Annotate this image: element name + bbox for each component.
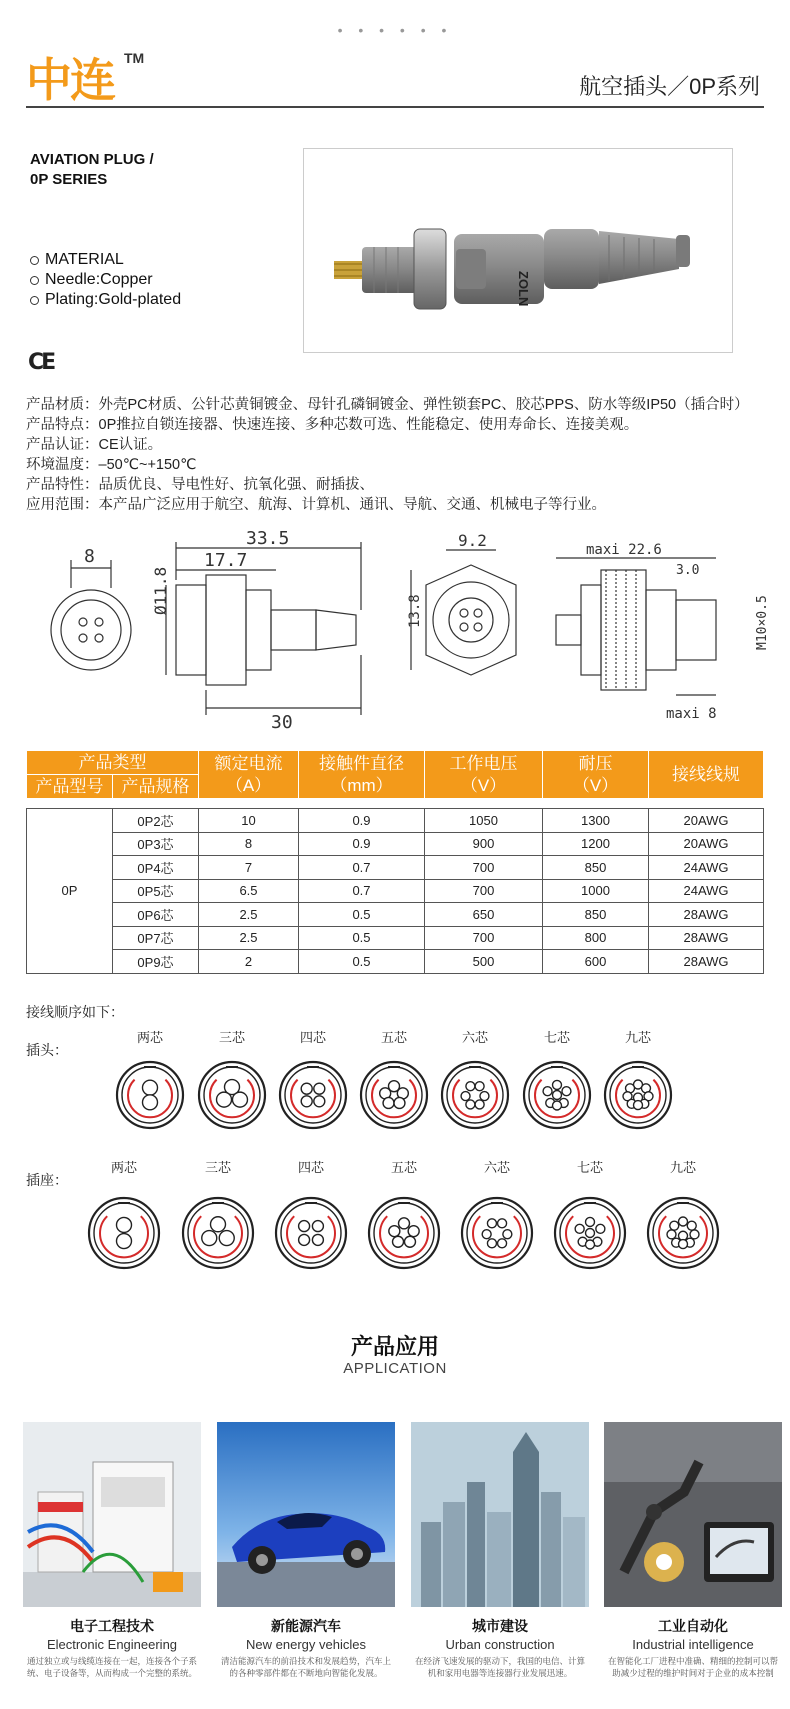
app-card-desc: 通过独立或与线缆连接在一起，连接各个子系统、电子设备等，从而构成一个完整的系统。: [26, 1656, 197, 1678]
table-row: [27, 856, 764, 880]
app-card-title: 电子工程技术: [70, 1618, 154, 1634]
pin-hole: [404, 1236, 415, 1247]
spec-line: 产品特点：0P推拉自锁连接器、快速连接、多种芯数可选、性能稳定、使用寿命长、连接美观。: [26, 417, 639, 433]
table-row: [27, 950, 764, 974]
app-card-title: 工业自动化: [658, 1618, 728, 1634]
bullet-icon: [30, 256, 39, 265]
brand-logo: 中连: [26, 54, 114, 106]
cell-current: 8: [199, 832, 299, 856]
top-dots: • • • • • •: [337, 22, 453, 38]
pin-hole: [143, 1080, 158, 1095]
cell-contact: 0.5: [299, 950, 425, 974]
app-card-electronic: [23, 1422, 201, 1679]
cell-voltage: 700: [425, 856, 543, 880]
pinout-3: [199, 1030, 265, 1128]
cell-wire: 28AWG: [649, 903, 764, 927]
cell-withstand: 1000: [543, 879, 649, 903]
pinout-label: 七芯: [576, 1160, 604, 1175]
cell-wire: 20AWG: [649, 809, 764, 833]
cell-wire: 24AWG: [649, 856, 764, 880]
material-list: [30, 250, 181, 310]
pin-hole: [687, 1221, 696, 1230]
pinout-7: [524, 1030, 590, 1128]
pinout-label: 六芯: [483, 1160, 511, 1175]
pin-hole: [217, 1092, 232, 1107]
pinout-2: [117, 1030, 183, 1128]
industrial-intelligence-image: [604, 1422, 782, 1607]
dim-13-8: 13.8: [407, 594, 423, 628]
pinout-label: 七芯: [543, 1030, 571, 1045]
spec-description: [26, 395, 749, 515]
pinout-label: 五芯: [380, 1030, 408, 1045]
electronic-engineering-image: [23, 1422, 201, 1607]
app-card-desc: 在经济飞速发展的驱动下，我国的电信、计算机和家用电器等连接器行业发展迅速。: [414, 1656, 585, 1678]
cell-withstand: 850: [543, 903, 649, 927]
pinout-label: 三芯: [218, 1030, 246, 1045]
pin-hole: [475, 1100, 484, 1109]
pin-hole: [117, 1234, 132, 1249]
pin-hole: [312, 1221, 323, 1232]
cell-withstand: 1200: [543, 832, 649, 856]
pin-hole: [543, 1087, 552, 1096]
pinout-4: [276, 1160, 346, 1268]
pin-hole: [314, 1083, 325, 1094]
cell-contact: 0.7: [299, 879, 425, 903]
pin-hole: [503, 1230, 512, 1239]
dim-9-2: 9.2: [458, 531, 487, 550]
english-title-line-2: 0P SERIES: [30, 171, 108, 188]
cell-spec: 0P2芯: [113, 809, 199, 833]
cell-voltage: 500: [425, 950, 543, 974]
dim-m10: M10×0.5: [755, 595, 770, 650]
pin-hole: [670, 1221, 679, 1230]
app-card-urban: [411, 1422, 589, 1679]
product-photo: [303, 148, 733, 353]
cell-contact: 0.9: [299, 809, 425, 833]
pin-hole: [466, 1082, 475, 1091]
table-row: [27, 879, 764, 903]
technical-drawing: [26, 528, 770, 733]
spec-line: 产品特性：品质优良、导电性好、抗氧化强、耐插拔、: [26, 477, 374, 493]
app-card-subtitle: Electronic Engineering: [46, 1637, 178, 1652]
pinout-label: 两芯: [136, 1030, 164, 1045]
pin-hole: [408, 1226, 419, 1237]
table-row: [27, 809, 764, 833]
th-contact: 接触件直径 （mm）: [299, 751, 425, 799]
pinout-label: 两芯: [110, 1160, 138, 1175]
pin-hole: [586, 1240, 595, 1249]
pin-hole: [586, 1229, 595, 1238]
english-title: [30, 150, 154, 190]
cell-current: 6.5: [199, 879, 299, 903]
cell-withstand: 800: [543, 926, 649, 950]
cell-wire: 28AWG: [649, 950, 764, 974]
bullet-icon: [30, 276, 39, 285]
cell-contact: 0.9: [299, 832, 425, 856]
dim-maxi-8: maxi 8: [666, 706, 717, 722]
pin-hole: [553, 1101, 562, 1110]
pin-hole: [211, 1217, 226, 1232]
pin-hole: [498, 1239, 507, 1248]
pin-hole: [667, 1230, 676, 1239]
cell-wire: 24AWG: [649, 879, 764, 903]
app-card-subtitle: Urban construction: [445, 1637, 555, 1652]
pin-hole: [117, 1217, 132, 1232]
pin-hole: [219, 1231, 234, 1246]
pin-hole: [312, 1234, 323, 1245]
cell-current: 2: [199, 950, 299, 974]
th-product-type: 产品类型: [27, 751, 199, 775]
app-card-subtitle: New energy vehicles: [246, 1637, 366, 1652]
th-model: 产品型号: [27, 775, 113, 799]
material-item: MATERIAL: [30, 250, 181, 270]
pin-hole: [299, 1234, 310, 1245]
pin-hole: [475, 1082, 484, 1091]
pinout-7: [555, 1160, 625, 1268]
pinout-8: [648, 1160, 718, 1268]
app-card-title: 城市建设: [472, 1618, 528, 1634]
cell-voltage: 1050: [425, 809, 543, 833]
pin-hole: [596, 1224, 605, 1233]
pinout-8: [605, 1030, 671, 1128]
pinout-5: [369, 1160, 439, 1268]
pin-hole: [553, 1080, 562, 1089]
spec-line: 应用范围：本产品广泛应用于航空、航海、计算机、通讯、导航、交通、机械电子等行业。: [26, 497, 606, 513]
app-card-vehicles: [217, 1422, 395, 1679]
pin-hole: [679, 1217, 688, 1226]
app-card-subtitle: Industrial intelligence: [632, 1637, 754, 1652]
application-subtitle: APPLICATION: [343, 1360, 447, 1377]
cell-spec: 0P6芯: [113, 903, 199, 927]
cell-current: 7: [199, 856, 299, 880]
th-wire: 接线线规: [649, 751, 764, 799]
cell-spec: 0P3芯: [113, 832, 199, 856]
table-row: [27, 926, 764, 950]
pinout-label: 三芯: [204, 1160, 232, 1175]
pin-hole: [553, 1091, 562, 1100]
table-row: [27, 903, 764, 927]
pin-hole: [389, 1226, 400, 1237]
cell-spec: 0P5芯: [113, 879, 199, 903]
pinout-4: [280, 1030, 346, 1128]
socket-pinout-row: [0, 1155, 790, 1280]
pin-hole: [634, 1101, 643, 1110]
pinout-2: [89, 1160, 159, 1268]
pin-hole: [299, 1221, 310, 1232]
cell-withstand: 850: [543, 856, 649, 880]
dim-3-0: 3.0: [676, 563, 700, 578]
pin-hole: [232, 1092, 247, 1107]
page-title: 航空插头／0P系列: [579, 74, 760, 99]
dim-30: 30: [271, 712, 293, 733]
pin-hole: [586, 1217, 595, 1226]
dim-8: 8: [84, 546, 95, 567]
dim-maxi-22-6: maxi 22.6: [586, 542, 662, 558]
dim-33-5: 33.5: [246, 528, 290, 549]
cell-contact: 0.7: [299, 856, 425, 880]
pin-hole: [143, 1095, 158, 1110]
connector-illustration: [304, 149, 734, 354]
pinout-label: 四芯: [297, 1160, 325, 1175]
header-divider: [26, 106, 764, 108]
urban-construction-image: [411, 1422, 589, 1607]
app-card-desc: 清洁能源汽车的前沿技术和发展趋势，汽车上的各种零部件都在不断地向智能化发展。: [220, 1656, 391, 1678]
svg-text:ZOLN: ZOLN: [516, 271, 531, 307]
spec-table: [26, 750, 764, 974]
pin-hole: [480, 1092, 489, 1101]
pin-hole: [314, 1096, 325, 1107]
pin-hole: [399, 1218, 410, 1229]
th-spec: 产品规格: [113, 775, 199, 799]
cell-withstand: 600: [543, 950, 649, 974]
cell-current: 2.5: [199, 926, 299, 950]
app-card-industrial: [604, 1422, 782, 1679]
th-voltage: 工作电压 （V）: [425, 751, 543, 799]
pin-hole: [394, 1097, 405, 1108]
th-current: 额定电流 （A）: [199, 751, 299, 799]
new-energy-vehicles-image: [217, 1422, 395, 1607]
cell-wire: 20AWG: [649, 832, 764, 856]
spec-line: 产品认证：CE认证。: [26, 437, 163, 453]
trademark: TM: [124, 50, 145, 66]
pin-hole: [679, 1240, 688, 1249]
pin-hole: [301, 1083, 312, 1094]
pin-hole: [562, 1087, 571, 1096]
pinout-label: 六芯: [461, 1030, 489, 1045]
pin-hole: [466, 1100, 475, 1109]
pin-hole: [487, 1219, 496, 1228]
socket-label: 插座：: [26, 1172, 68, 1188]
cell-current: 2.5: [199, 903, 299, 927]
cell-model: 0P: [27, 809, 113, 974]
spec-line: 环境温度：–50℃~+150℃: [26, 457, 197, 473]
pin-hole: [487, 1239, 496, 1248]
cell-spec: 0P7芯: [113, 926, 199, 950]
pin-hole: [393, 1236, 404, 1247]
pinout-label: 九芯: [669, 1160, 697, 1175]
th-withstand: 耐压 （V）: [543, 751, 649, 799]
pin-hole: [301, 1096, 312, 1107]
english-title-line-1: AVIATION PLUG /: [30, 151, 154, 168]
pinout-6: [462, 1160, 532, 1268]
material-item: Plating:Gold-plated: [30, 290, 181, 310]
ce-mark-icon: CE: [28, 350, 54, 375]
pin-hole: [498, 1219, 507, 1228]
spec-line: 产品材质：外壳PC材质、公针芯黄铜镀金、母针孔磷铜镀金、弹性锁套PC、胶芯PPS、防水等级IP50（插合时）: [26, 397, 749, 413]
cell-voltage: 900: [425, 832, 543, 856]
cell-current: 10: [199, 809, 299, 833]
cell-spec: 0P9芯: [113, 950, 199, 974]
dim-11-8: Ø11.8: [151, 566, 170, 615]
pin-hole: [690, 1230, 699, 1239]
bullet-icon: [30, 296, 39, 305]
dim-17-7: 17.7: [204, 550, 248, 571]
cell-spec: 0P4芯: [113, 856, 199, 880]
application-title: 产品应用: [350, 1334, 439, 1359]
pinout-label: 四芯: [299, 1030, 327, 1045]
cell-voltage: 700: [425, 879, 543, 903]
cell-withstand: 1300: [543, 809, 649, 833]
pin-hole: [383, 1097, 394, 1108]
pin-hole: [575, 1224, 584, 1233]
pin-hole: [461, 1092, 470, 1101]
material-item: Needle:Copper: [30, 270, 181, 290]
app-card-title: 新能源汽车: [271, 1618, 341, 1634]
pinout-label: 九芯: [624, 1030, 652, 1045]
pinout-5: [361, 1030, 427, 1128]
plug-label: 插头：: [26, 1042, 68, 1058]
cell-contact: 0.5: [299, 903, 425, 927]
cell-voltage: 700: [425, 926, 543, 950]
pin-hole: [482, 1230, 491, 1239]
cell-voltage: 650: [425, 903, 543, 927]
cell-contact: 0.5: [299, 926, 425, 950]
table-row: [27, 832, 764, 856]
pinout-6: [442, 1030, 508, 1128]
app-card-desc: 在智能化工厂进程中准确、精细的控制可以帮助减少过程的维护时间对于企业的成本控制: [607, 1656, 778, 1678]
pin-hole: [202, 1231, 217, 1246]
pinout-label: 五芯: [390, 1160, 418, 1175]
cell-wire: 28AWG: [649, 926, 764, 950]
wiring-title: 接线顺序如下：: [26, 1004, 124, 1020]
pinout-3: [183, 1160, 253, 1268]
plug-pinout-row: [0, 1025, 790, 1135]
